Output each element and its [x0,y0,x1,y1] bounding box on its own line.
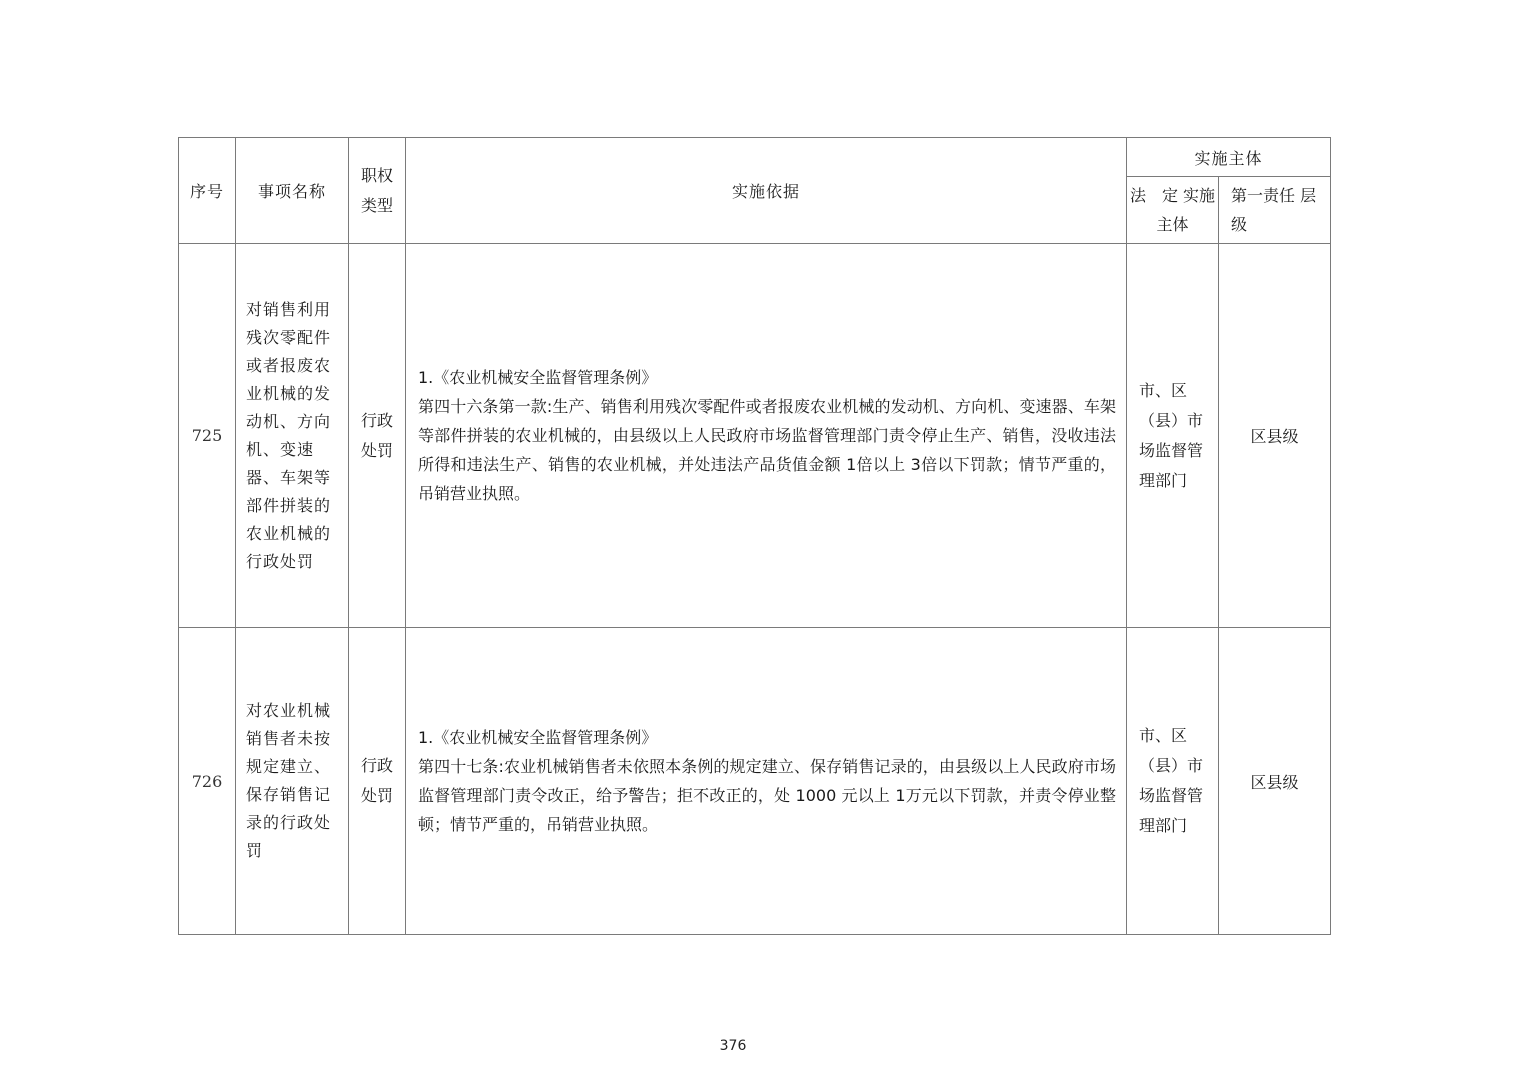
row-power-type: 行政处罚 [349,244,406,628]
table-row [179,244,1331,628]
basis-law-title: 1.《农业机械安全监督管理条例》 [418,368,658,387]
header-first-level: 第一责任 层级 [1219,177,1331,244]
header-item-name: 事项名称 [236,138,349,244]
basis-law-text: 第四十六条第一款:生产、销售利用残次零配件或者报废农业机械的发动机、方向机、变速器、车架等部件拼装的农业机械的，由县级以上人民政府市场监督管理部门责令停止生产、销售，没收违法所得和违法生产、销售的农业机械，并处违法产品货值金额 1倍以上 3倍以下罚款；情节严重的，吊销营业执照。 [418,397,1116,503]
header-power-type: 职权类型 [349,138,406,244]
header-row-1 [179,138,1331,177]
basis-law-text: 第四十七条:农业机械销售者未依照本条例的规定建立、保存销售记录的，由县级以上人民政府市场监督管理部门责令改正，给予警告；拒不改正的，处 1000 元以上 1万元以下罚款，并责令停业整顿；情节严重的，吊销营业执照。 [418,757,1116,834]
row-basis [406,244,1127,628]
table-row [179,628,1331,935]
row-first-level: 区县级 [1219,244,1331,628]
row-seq: 726 [179,628,236,935]
row-item-name: 对农业机械销售者未按规定建立、保存销售记录的行政处罚 [236,628,349,935]
row-legal-subject: 市、区（县）市场监督管理部门 [1127,244,1219,628]
row-basis [406,628,1127,935]
row-seq: 725 [179,244,236,628]
row-legal-subject: 市、区（县）市场监督管理部门 [1127,628,1219,935]
header-legal-subject: 法 定 实施主体 [1127,177,1219,244]
page-number: 376 [719,1038,747,1054]
header-seq: 序号 [179,138,236,244]
header-basis: 实施依据 [406,138,1127,244]
basis-law-title: 1.《农业机械安全监督管理条例》 [418,728,658,747]
header-subject-group: 实施主体 [1127,138,1331,177]
row-power-type: 行政处罚 [349,628,406,935]
row-item-name: 对销售利用残次零配件或者报废农业机械的发动机、方向机、变速器、车架等部件拼装的农业机械的行政处罚 [236,244,349,628]
row-first-level: 区县级 [1219,628,1331,935]
enforcement-table [178,137,1331,935]
